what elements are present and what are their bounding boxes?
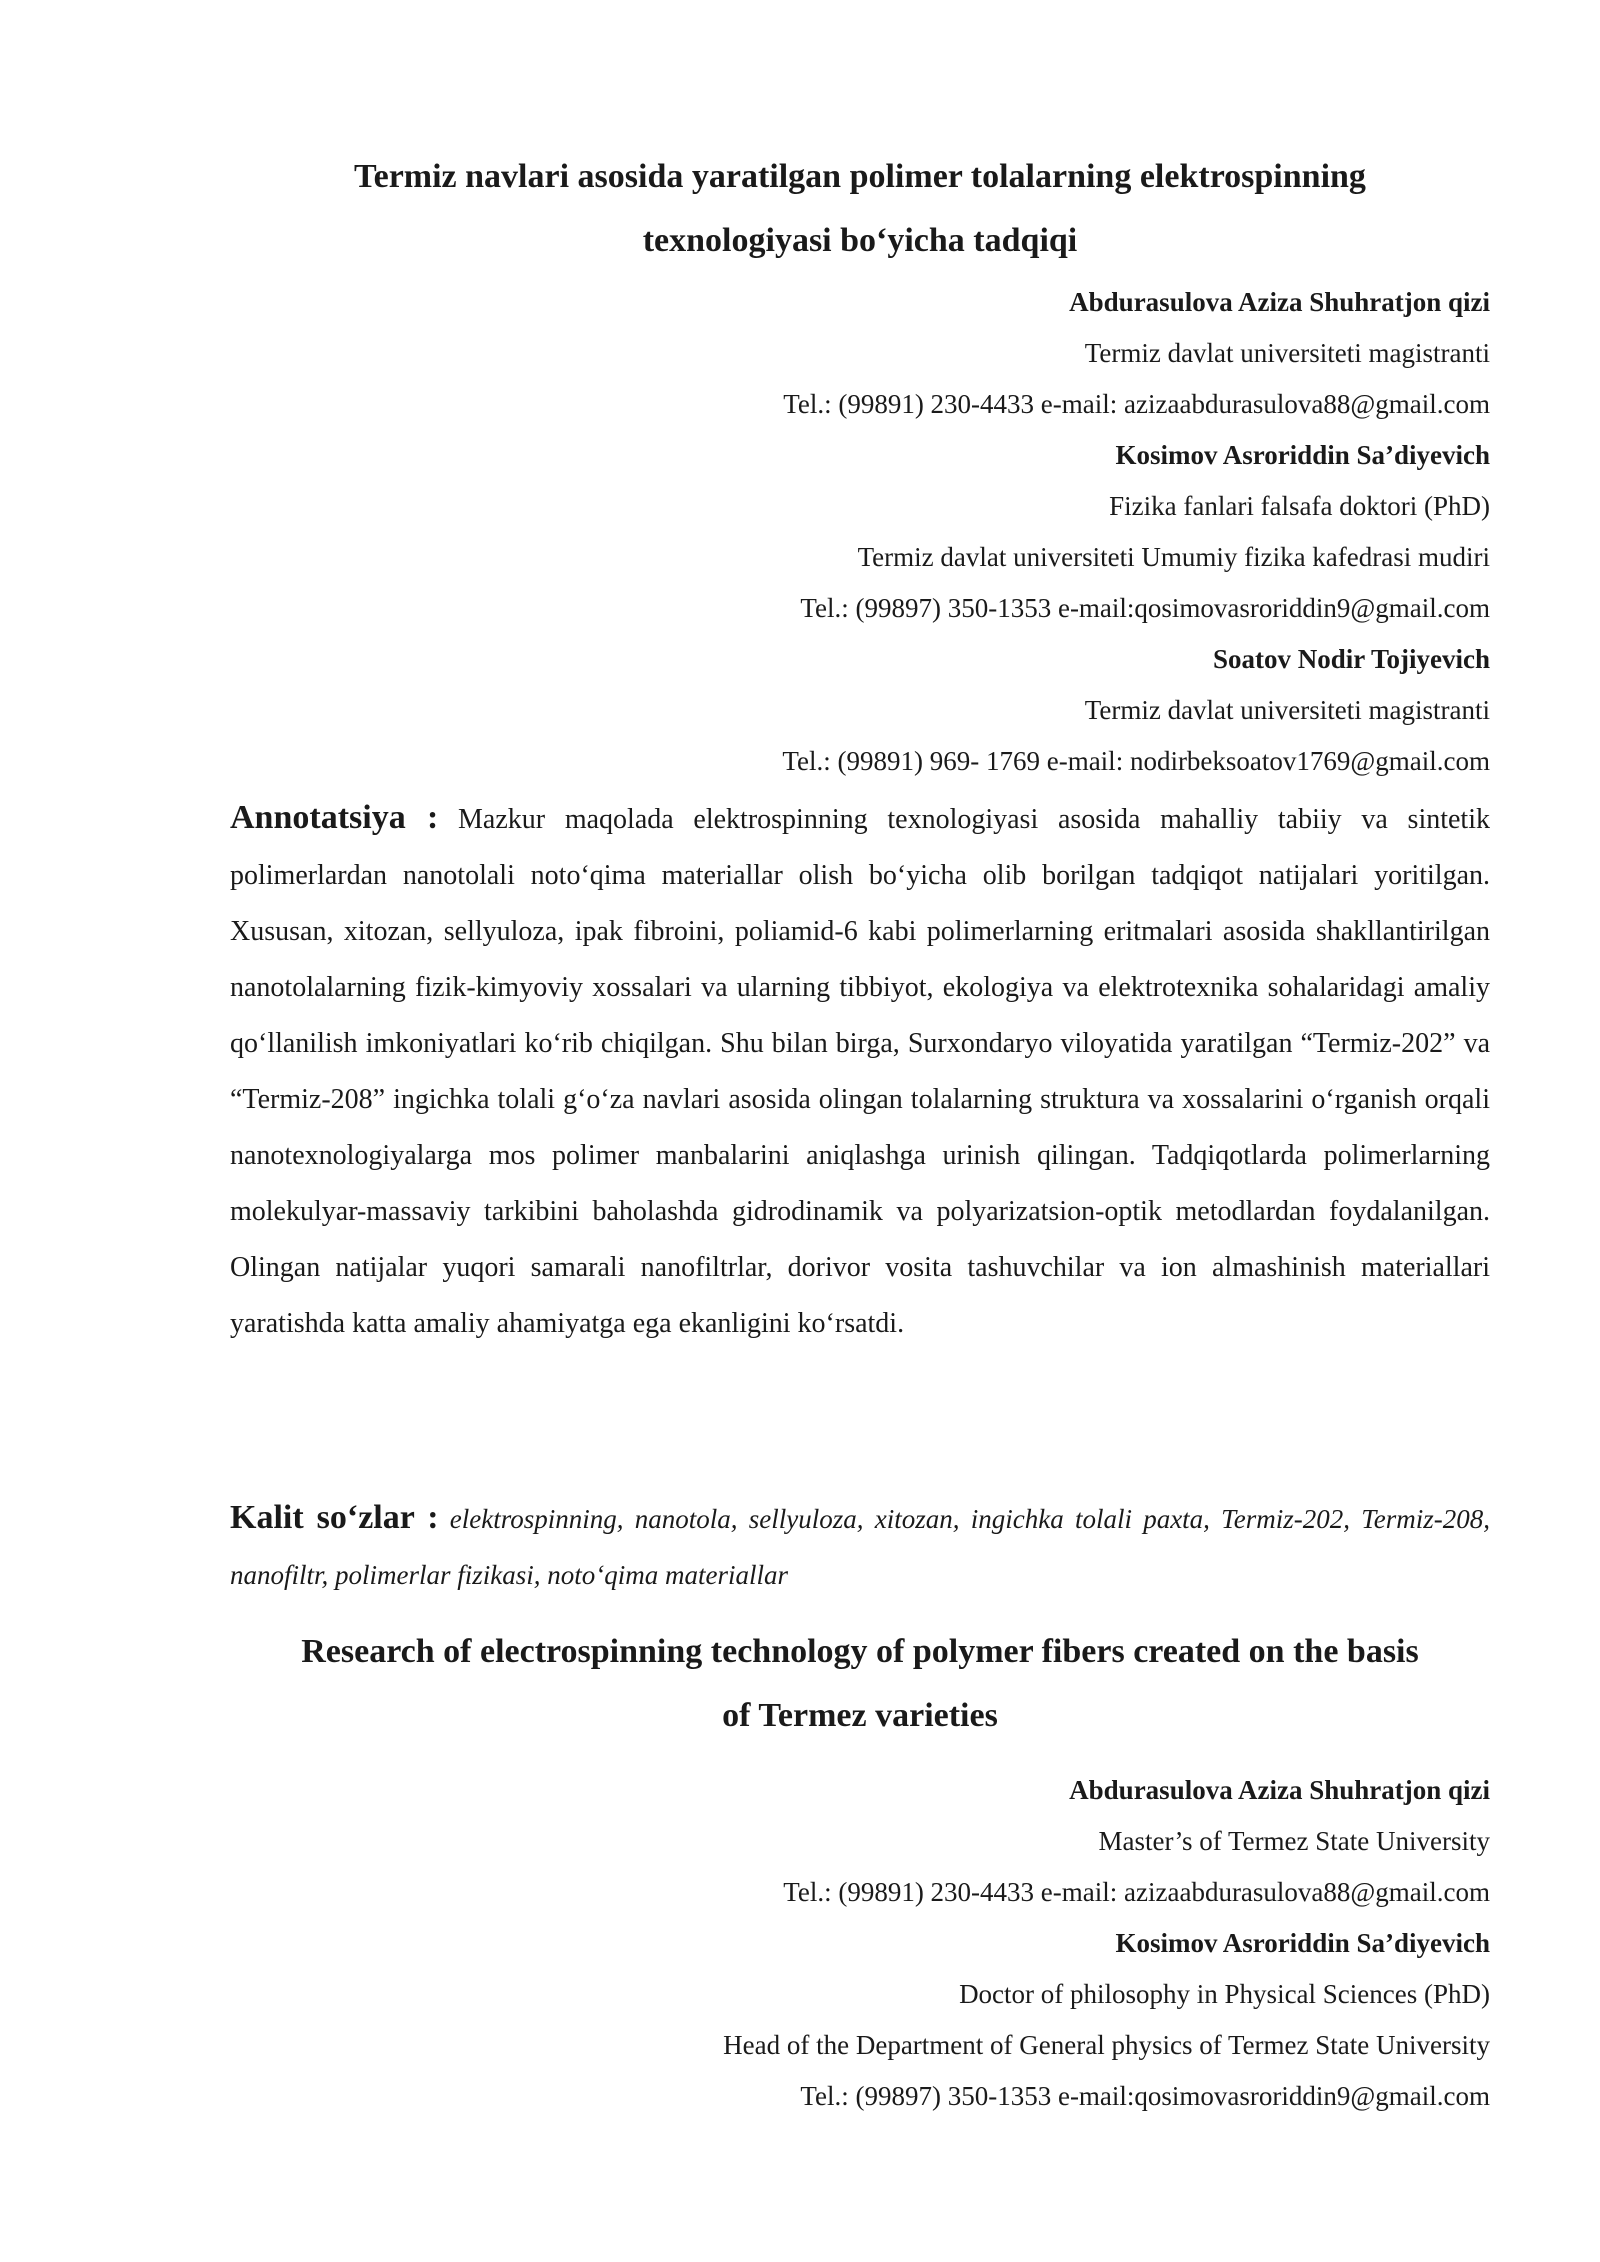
author-name: Soatov Nodir Tojiyevich (1212, 644, 1490, 674)
author-affiliation: Termiz davlat universiteti magistranti (1084, 338, 1490, 368)
abstract-text: Mazkur maqolada elektrospinning texnologiyasi asosida mahalliy tabiiy va sintetik polimerlardan nanotolali noto‘qima materiallar olish bo‘yicha olib borilgan tadqiqot natijalari yoritilgan. Xususan, xitozan, sellyuloza, ipak fibroini, poliamid-6 kabi polimerlarning eritmalari asosida shakllantirilgan nanotolalarning fizik-kimyoviy xossalari va ularning tibbiyot, ekologiya va elektrotexnika sohalaridagi amaliy qo‘llanilish imkoniyatlari ko‘rib chiqilgan. Shu bilan birga, Surxondaryo viloyatida yaratilgan “Termiz-202” va “Termiz-208” ingichka tolali g‘o‘za navlari asosida olingan tolalarning struktura va xossalarini o‘rganish orqali nanotexnologiyalarga mos polimer manbalarini aniqlashga urinish qilingan. Tadqiqotlarda polimerlarning molekulyar-massaviy tarkibini baholashda gidrodinamik va polyarizatsion-optik metodlardan foydalanilgan. Olingan natijalar yuqori samarali nanofiltrlar, dorivor vosita tashuvchilar va ion almashinish materiallari yaratishda katta amaliy ahamiyatga ega ekanligini ko‘rsatdi. (230, 804, 1490, 1339)
author-name: Abdurasulova Aziza Shuhratjon qizi (1069, 287, 1490, 317)
author-name: Abdurasulova Aziza Shuhratjon qizi (1069, 1775, 1490, 1805)
author-name: Kosimov Asroriddin Sa’diyevich (1115, 440, 1490, 470)
author-contact: Tel.: (99897) 350-1353 e-mail:qosimovasroriddin9@gmail.com (800, 593, 1490, 623)
title-line: texnologiyasi bo‘yicha tadqiqi (642, 222, 1078, 259)
title-line: Research of electrospinning technology of polymer fibers created on the basis (301, 1633, 1419, 1670)
paper-title-english (230, 1620, 1490, 1748)
author-contact: Tel.: (99891) 230-4433 e-mail: azizaabdurasulova88@gmail.com (783, 1877, 1490, 1907)
author-affiliation: Termiz davlat universiteti magistranti (1084, 695, 1490, 725)
keywords (230, 1490, 1490, 1603)
author-degree: Doctor of philosophy in Physical Sciences (PhD) (959, 1979, 1490, 2009)
authors-english (230, 1765, 1490, 2122)
author-contact: Tel.: (99891) 969- 1769 e-mail: nodirbeksoatov1769@gmail.com (782, 746, 1490, 776)
title-line: Termiz navlari asosida yaratilgan polimer tolalarning elektrospinning (354, 158, 1366, 195)
title-line: of Termez varieties (722, 1697, 998, 1734)
abstract (230, 790, 1490, 1352)
authors-uzbek (230, 277, 1490, 787)
abstract-label: Annotatsiya : (230, 799, 439, 836)
keywords-text: elektrospinning, nanotola, sellyuloza, xitozan, ingichka tolali paxta, Termiz-202, Termiz-208, nanofiltr, polimerlar fizikasi, noto‘qima materiallar (230, 1504, 1490, 1590)
author-contact: Tel.: (99897) 350-1353 e-mail:qosimovasroriddin9@gmail.com (800, 2081, 1490, 2111)
author-name: Kosimov Asroriddin Sa’diyevich (1115, 1928, 1490, 1958)
author-affiliation: Head of the Department of General physics of Termez State University (723, 2030, 1490, 2060)
author-affiliation: Termiz davlat universiteti Umumiy fizika kafedrasi mudiri (857, 542, 1490, 572)
keywords-label: Kalit so‘zlar : (230, 1499, 439, 1536)
author-affiliation: Master’s of Termez State University (1098, 1826, 1490, 1856)
author-degree: Fizika fanlari falsafa doktori (PhD) (1109, 491, 1490, 521)
author-contact: Tel.: (99891) 230-4433 e-mail: azizaabdurasulova88@gmail.com (783, 389, 1490, 419)
paper-title-uzbek (230, 145, 1490, 273)
